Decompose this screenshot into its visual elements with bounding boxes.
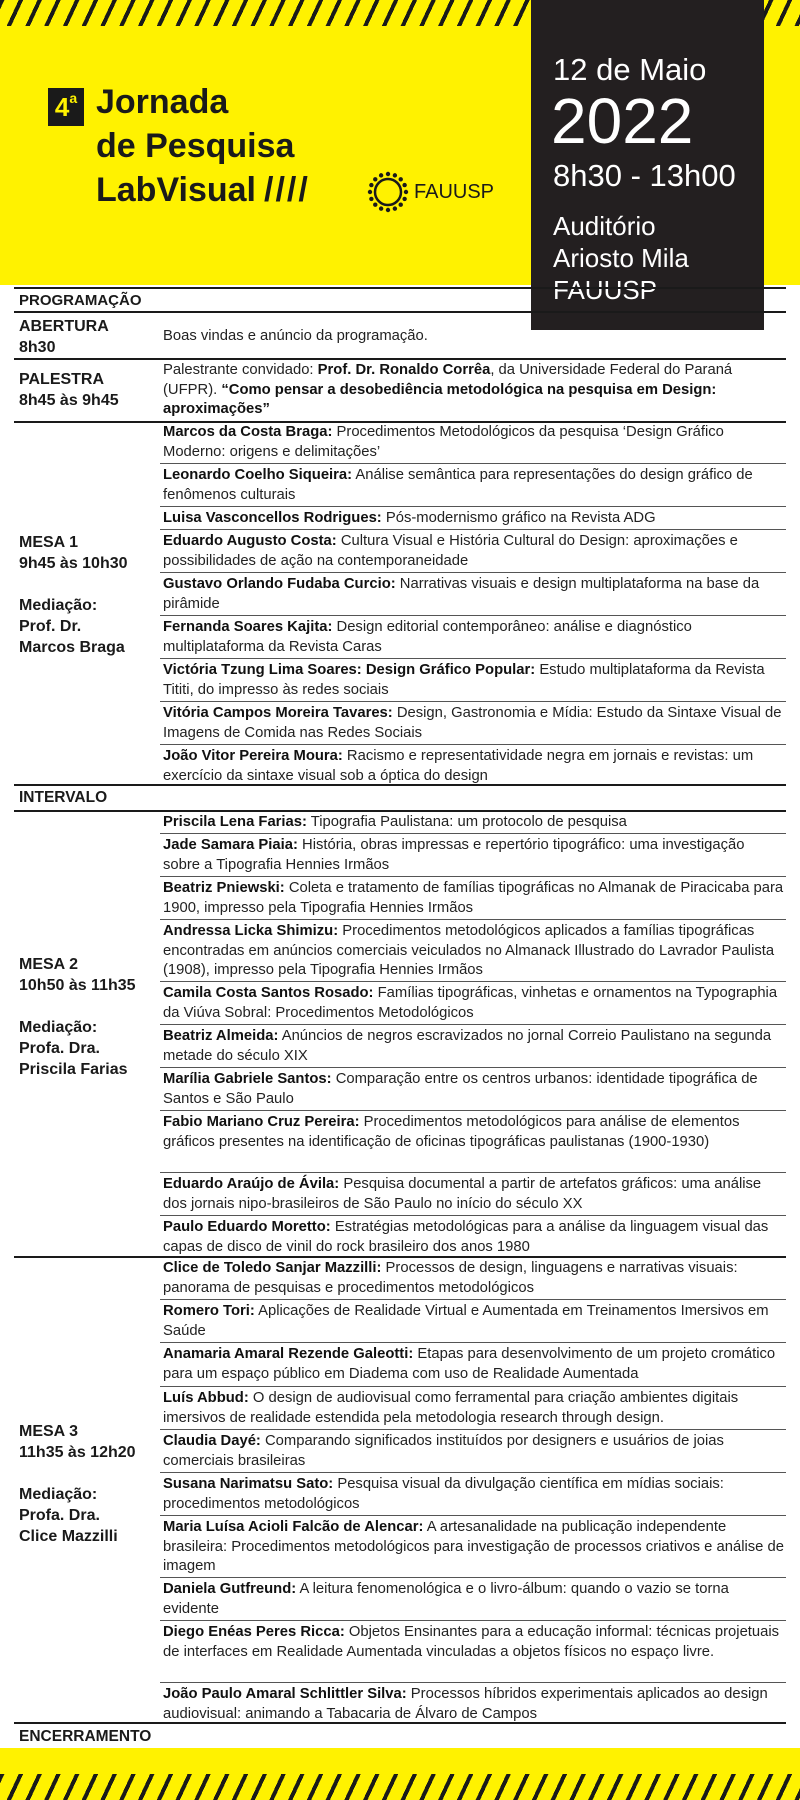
sun-ray (373, 203, 377, 207)
talk-title: A leitura fenomenológica e o livro-álbum: quando o vazio se torna evidente (163, 1581, 729, 1617)
item-divider (160, 744, 786, 745)
title-line-1: Jornada (96, 83, 229, 121)
talk-title: Pós-modernismo gráfico na Revista ADG (381, 510, 656, 526)
talk-item (163, 1345, 785, 1384)
talk-title: Comparação entre os centros urbanos: identidade tipográfica de Santos e São Paulo (163, 1071, 758, 1107)
presenter-name: João Paulo Amaral Schlittler Silva: (163, 1686, 407, 1702)
palestra-talk-title: “Como pensar a desobediência metodológica na pesquisa em Design: aproximações” (163, 381, 717, 417)
sun-ray (402, 183, 406, 187)
item-divider (160, 463, 786, 464)
talk-title: Objetos Ensinantes para a educação informal: técnicas projetuais de interfaces em Realidade Aumentada vinculadas a objetos físicos no espaço livre. (163, 1624, 780, 1660)
talk-title: Procedimentos Metodológicos da pesquisa ‘Design Gráfico Moderno: origens e delimitações’ (163, 424, 724, 460)
palestra-text (163, 361, 785, 420)
talk-title: Anúncios de negros escravizados no jornal Correio Paulistano na segunda metade do século XIX (163, 1028, 772, 1064)
event-date: 12 de Maio (553, 52, 707, 87)
hatch-stripe-bottom (0, 1774, 800, 1800)
sun-ray (379, 173, 383, 177)
talk-title: Famílias tipográficas, vinhetas e ornamentos na Typographia da Viúva Sobral: Procedimentos Metodológicos (163, 985, 778, 1021)
rule (14, 358, 786, 360)
mesa3-label: MESA 3 11h35 às 12h20 Mediação: Profa. Dra. Clice Mazzilli (19, 1423, 136, 1545)
talk-item (163, 618, 785, 657)
item-divider (160, 1386, 786, 1387)
presenter-name: Romero Tori: (163, 1303, 255, 1319)
item-divider (160, 919, 786, 920)
presenter-name: João Vitor Pereira Moura: (163, 748, 343, 764)
item-divider (160, 572, 786, 573)
item-divider (160, 615, 786, 616)
sun-ray (402, 197, 406, 201)
title-line-3 (96, 170, 310, 210)
item-divider (160, 1110, 786, 1111)
sun-ray (399, 177, 403, 181)
title-slashes: //// (264, 171, 310, 209)
venue-line-2: Ariosto Mila (553, 243, 689, 273)
talk-item (163, 879, 785, 918)
talk-item (163, 1389, 785, 1428)
talk-item (163, 1623, 785, 1662)
talk-title: Coleta e tratamento de famílias tipográficas no Almanak de Piracicaba para 1900, impresso pela Tipografia Hennies Irmãos (163, 880, 784, 916)
talk-title: Procedimentos metodológicos aplicados a famílias tipográficas encontradas em anúncios comerciais veiculados no Almanack Illustrado do Lavrador Paulista (1908), impresso pela Tipografia Hennies Irmãos (163, 923, 775, 978)
talk-item (163, 509, 785, 529)
talk-title: História, obras impressas e repertório tipográfico: uma investigação sobre a Tipografia Hennies Irmãos (163, 837, 745, 873)
sun-ray (393, 173, 397, 177)
presenter-name: Gustavo Orlando Fudaba Curcio: (163, 576, 396, 592)
item-divider (160, 1024, 786, 1025)
presenter-name: Marília Gabriele Santos: (163, 1071, 332, 1087)
abertura-text: Boas vindas e anúncio da programação. (163, 328, 428, 344)
item-divider (160, 1472, 786, 1473)
talk-title: A artesanalidade na publicação independente brasileira: Procedimentos metodológicos para investigação de processos criativos e análise de imagem (163, 1519, 784, 1574)
presenter-name: Andressa Licka Shimizu: (163, 923, 339, 939)
presenter-name: Eduardo Araújo de Ávila: (163, 1176, 340, 1192)
talk-item (163, 1027, 785, 1066)
rule (14, 784, 786, 786)
talk-item (163, 423, 785, 462)
presenter-name: Maria Luísa Acioli Falcão de Alencar: (163, 1519, 424, 1535)
item-divider (160, 1620, 786, 1621)
rule (14, 1722, 786, 1724)
logo-label: FAUUSP (414, 180, 495, 203)
presenter-name: Priscila Lena Farias: (163, 814, 307, 830)
item-divider (160, 1299, 786, 1300)
talk-title: Design, Gastronomia e Mídia: Estudo da Sintaxe Visual de Imagens de Comida nas Redes Sociais (163, 705, 782, 741)
talk-title: Tipografia Paulistana: um protocolo de pesquisa (306, 814, 627, 830)
presenter-name: Jade Samara Piaia: (163, 837, 298, 853)
talk-title: Cultura Visual e História Cultural do Design: aproximações e possibilidades de ação na contemporaneidade (163, 533, 738, 569)
item-divider (160, 981, 786, 982)
talk-title: Processos híbridos experimentais aplicados ao design audiovisual: animando a Tabacaria de Álvaro de Campos (163, 1686, 768, 1722)
sun-ray (386, 208, 390, 212)
item-divider (160, 1215, 786, 1216)
encerramento-label: ENCERRAMENTO (19, 1728, 152, 1745)
palestra-prefix: Palestrante convidado: (163, 362, 318, 378)
sun-logo-icon (366, 170, 410, 214)
palestra-label: PALESTRA 8h45 às 9h45 (19, 371, 119, 409)
talk-item (163, 813, 785, 833)
talk-item (163, 532, 785, 571)
talk-item (163, 1518, 785, 1577)
talk-title: Aplicações de Realidade Virtual e Aumentada em Treinamentos Imersivos em Saúde (163, 1303, 769, 1339)
item-divider (160, 658, 786, 659)
talk-item (163, 1218, 785, 1257)
talk-title: Pesquisa documental a partir de artefatos gráficos: uma análise dos jornais nipo-brasileiros de São Paulo no início do século XX (163, 1176, 762, 1212)
talk-title: Estratégias metodológicas para a análise da linguagem visual das capas de disco de vinil do rock brasileiro dos anos 1980 (163, 1219, 769, 1255)
presenter-name: Fabio Mariano Cruz Pereira: (163, 1114, 360, 1130)
sun-ray (373, 177, 377, 181)
presenter-name: Luís Abbud: (163, 1390, 249, 1406)
sun-ray (399, 203, 403, 207)
intervalo-label: INTERVALO (19, 789, 108, 806)
talk-item (163, 984, 785, 1023)
badge-suffix: a (69, 90, 78, 106)
abertura-label: ABERTURA 8h30 (19, 318, 109, 356)
sun-ray (379, 206, 383, 210)
program-title: PROGRAMAÇÃO (19, 292, 142, 309)
talk-title: Narrativas visuais e design multiplataforma na base da pirâmide (163, 576, 760, 612)
item-divider (160, 833, 786, 834)
talk-item (163, 747, 785, 786)
presenter-name: Beatriz Almeida: (163, 1028, 279, 1044)
rule (14, 311, 786, 313)
presenter-name: Vitória Campos Moreira Tavares: (163, 705, 393, 721)
item-divider (160, 1172, 786, 1173)
talk-title: Racismo e representatividade negra em jornais e revistas: um exercício da sintaxe visual sob a óptica do design (163, 748, 754, 784)
mesa1-label: MESA 1 9h45 às 10h30 Mediação: Prof. Dr. Marcos Braga (19, 534, 128, 656)
title-line-2: de Pesquisa (96, 127, 295, 165)
talk-title: Comparando significados instituídos por designers e usuários de joias comerciais brasileiras (163, 1433, 724, 1469)
talk-item (163, 661, 785, 700)
talk-item (163, 1175, 785, 1214)
presenter-name: Eduardo Augusto Costa: (163, 533, 337, 549)
mesa2-label: MESA 2 10h50 às 11h35 Mediação: Profa. Dra. Priscila Farias (19, 956, 136, 1078)
sun-ray (368, 190, 372, 194)
sun-ray (393, 206, 397, 210)
event-year: 2022 (551, 85, 694, 157)
sun-ray (386, 172, 390, 176)
fauusp-logo (366, 170, 494, 214)
talk-item (163, 1432, 785, 1471)
rule (14, 1256, 786, 1258)
talk-title: Etapas para desenvolvimento de um projeto cromático para um espaço público em Diadema com uso de Realidade Aumentada (163, 1346, 776, 1382)
item-divider (160, 1515, 786, 1516)
presenter-name: Susana Narimatsu Sato: (163, 1476, 334, 1492)
item-divider (160, 1429, 786, 1430)
talk-title: Estudo multiplataforma da Revista Tititi, do impresso às redes sociais (163, 662, 765, 698)
edition-badge (48, 88, 84, 126)
item-divider (160, 1577, 786, 1578)
talk-item (163, 575, 785, 614)
presenter-name: Luisa Vasconcellos Rodrigues: (163, 510, 382, 526)
venue-line-3: FAUUSP (553, 275, 658, 305)
presenter-name: Paulo Eduardo Moretto: (163, 1219, 331, 1235)
talk-title: O design de audiovisual como ferramental para criação ambientes digitais imersivos de realidade estendida pela metodologia research through design. (163, 1390, 739, 1426)
title-labvisual: LabVisual (96, 171, 256, 209)
item-divider (160, 1067, 786, 1068)
presenter-name: Claudia Dayé: (163, 1433, 261, 1449)
presenter-name: Marcos da Costa Braga: (163, 424, 333, 440)
talk-title: Procedimentos metodológicos para análise de elementos gráficos presentes na identificação de oficinas tipográficas paulistanas (1900-1930) (163, 1114, 740, 1150)
presenter-name: Beatriz Pniewski: (163, 880, 285, 896)
talk-item (163, 1302, 785, 1341)
talk-item (163, 704, 785, 743)
sun-ray (404, 190, 408, 194)
item-divider (160, 1682, 786, 1683)
talk-item (163, 922, 785, 981)
event-venue (553, 210, 689, 306)
item-divider (160, 876, 786, 877)
talk-title: Análise semântica para representações do design gráfico de fenômenos culturais (163, 467, 753, 503)
talk-item (163, 836, 785, 875)
event-time: 8h30 - 13h00 (553, 158, 736, 193)
sun-ray (369, 183, 373, 187)
event-info-box (531, 0, 764, 330)
presenter-name: Anamaria Amaral Rezende Galeotti: (163, 1346, 414, 1362)
talk-title: Processos de design, linguagens e narrativas visuais: panorama de pesquisas e procedimentos metodológicos (163, 1260, 738, 1296)
talk-item (163, 1685, 785, 1724)
talk-item (163, 1259, 785, 1298)
rule (14, 810, 786, 812)
palestra-affiliation: , da Universidade Federal do Paraná (UFPR). (163, 362, 733, 398)
presenter-name: Clice de Toledo Sanjar Mazzilli: (163, 1260, 382, 1276)
talk-item (163, 1070, 785, 1109)
talk-item (163, 466, 785, 505)
venue-line-1: Auditório (553, 211, 656, 241)
badge-number: 4 (54, 92, 70, 122)
item-divider (160, 701, 786, 702)
presenter-name: Daniela Gutfreund: (163, 1581, 297, 1597)
palestra-speaker: Prof. Dr. Ronaldo Corrêa (317, 362, 491, 378)
sun-ray (369, 197, 373, 201)
talk-item (163, 1113, 785, 1152)
item-divider (160, 506, 786, 507)
presenter-name: Fernanda Soares Kajita: (163, 619, 333, 635)
item-divider (160, 1342, 786, 1343)
talk-item (163, 1475, 785, 1514)
talk-title: Design editorial contemporâneo: análise e diagnóstico multiplataforma da Revista Caras (163, 619, 692, 655)
rule (14, 287, 786, 289)
item-divider (160, 529, 786, 530)
presenter-name: Diego Enéas Peres Ricca: (163, 1624, 345, 1640)
talk-item (163, 1580, 785, 1619)
presenter-name: Camila Costa Santos Rosado: (163, 985, 374, 1001)
presenter-name: Leonardo Coelho Siqueira: (163, 467, 353, 483)
presenter-name: Victória Tzung Lima Soares: Design Gráfico Popular: (163, 662, 536, 678)
talk-title: Pesquisa visual da divulgação científica em mídias sociais: procedimentos metodológicos (163, 1476, 724, 1512)
